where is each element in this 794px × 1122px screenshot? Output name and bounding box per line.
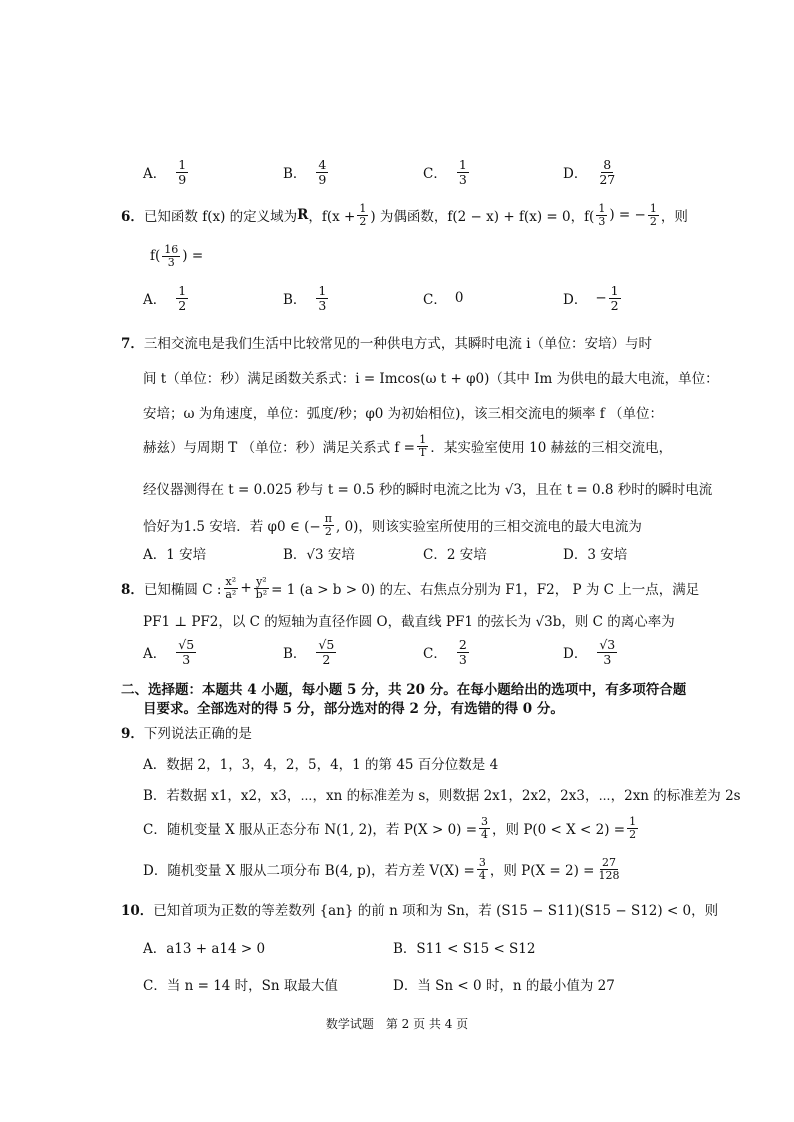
q10-option-b: B．S11 < S15 < S12: [393, 941, 536, 957]
q7-stem-line3: 安培；ω 为角速度，单位：弧度/秒；φ0 为初始相位)，该三相交流电的频率 f （单位：: [143, 406, 664, 422]
q7-stem-line1: 7．三相交流电是我们生活中比较常见的一种供电方式，其瞬时电流 i（单位：安培）与时: [121, 336, 653, 352]
fraction: $\frac{1}{2}$: [178, 283, 187, 313]
q7-stem-line6: 恰好为1.5 安培．若 φ0 ∈ (− $\frac{\pi}{2}$ , 0)，则该实验室所使用的三相交流电的最大电流为: [143, 511, 642, 538]
q9-option-b: B．若数据 x1，x2，x3，⋯，xn 的标准差为 s，则数据 2x1，2x2，2x3，⋯，2xn 的标准差为 2s: [143, 788, 741, 804]
q8-option-b: B． $\frac{√5}{2}$: [283, 637, 335, 667]
q5-option-d: D． $\frac{8}{27}$: [563, 157, 616, 187]
q7-option-d: D．3 安培: [563, 547, 628, 563]
q8-options: [143, 632, 734, 672]
fraction: $\frac{3}{4}$: [481, 814, 489, 841]
q8-option-a: A． $\frac{√5}{3}$: [143, 637, 195, 667]
fraction: $\frac{\text{x²}}{\text{a²}}$: [225, 574, 237, 601]
fraction: $\frac{27}{128}$: [598, 855, 620, 882]
q5-option-c: C． $\frac{1}{3}$: [423, 157, 467, 187]
fraction: $\frac{16}{3}$: [164, 242, 179, 269]
fraction: $\frac{1}{2}$: [359, 201, 367, 228]
q6-option-b: B． $\frac{1}{3}$: [283, 283, 327, 313]
fraction: $\frac{\text{y²}}{\text{b²}}$: [255, 574, 268, 601]
fraction: $\frac{1}{3}$: [318, 283, 327, 313]
q7-option-a: A．1 安培: [143, 547, 207, 563]
section-2-heading: 二、选择题：本题共 4 小题，每小题 5 分，共 20 分。在每小题给出的选项中，有多项符合题: [121, 682, 687, 698]
q7-stem-line4: 赫兹）与周期 T （单位：秒）满足关系式 f = $\frac{1}{T}$ ．某实验室使用 10 赫兹的三相交流电，: [143, 432, 673, 459]
fraction: $\frac{4}{9}$: [318, 157, 327, 187]
q6-stem-line2: f( $\frac{16}{3}$ ) =: [150, 242, 204, 269]
fraction: $\frac{\pi}{2}$: [324, 511, 332, 538]
fraction: $\frac{√3}{3}$: [599, 637, 616, 667]
fraction: $\frac{√5}{2}$: [318, 637, 335, 667]
fraction: $\frac{1}{3}$: [458, 157, 467, 187]
q6-stem: 6． 已知函数 f(x) 的定义域为 R ，f(x + $\frac{1}{2}$ ) 为偶函数，f(2 − x) + f(x) = 0，f( $\frac{1}{3}$ ) = − $\frac{1}{2}$ ，则: [121, 201, 688, 228]
q9-option-c: C．随机变量 X 服从正态分布 N(1, 2)，若 P(X > 0) = $\frac{3}{4}$ ，则 P(0 < X < 2) = $\frac{1}{2}$: [143, 814, 637, 841]
q10-stem: 10．已知首项为正数的等差数列 {an} 的前 n 项和为 Sn，若 (S15 − S11)(S15 − S12) < 0，则: [121, 903, 719, 919]
fraction: $\frac{√5}{3}$: [178, 637, 195, 667]
q5-options: [143, 152, 734, 192]
page-footer: 数学试题 第 2 页 共 4 页: [325, 1017, 469, 1031]
q7-option-c: C．2 安培: [423, 547, 487, 563]
q10-option-d: D．当 Sn < 0 时，n 的最小值为 27: [393, 978, 615, 994]
fraction: $\frac{8}{27}$: [599, 157, 616, 187]
q8-option-d: D． $\frac{√3}{3}$: [563, 637, 616, 667]
q9-option-a: A．数据 2，1，3，4，2，5，4，1 的第 45 百分位数是 4: [143, 757, 499, 773]
fraction: $\frac{2}{3}$: [458, 637, 467, 667]
q9-stem: 9．下列说法正确的是: [121, 726, 252, 742]
q6-option-c: C． 0: [423, 290, 464, 308]
q6-option-a: A． $\frac{1}{2}$: [143, 283, 187, 313]
q8-option-c: C． $\frac{2}{3}$: [423, 637, 467, 667]
q6-option-d: D． − $\frac{1}{2}$: [563, 283, 619, 313]
q8-stem-line1: 8． 已知椭圆 C : $\frac{\text{x²}}{\text{a²}}$ + $\frac{\text{y²}}{\text{b²}}$ = 1 (a > b > 0) 的左、右焦点分别为 F1，F2， P 为 C 上一点，满足: [121, 574, 700, 601]
q7-stem-line5: 经仪器测得在 t = 0.025 秒与 t = 0.5 秒的瞬时电流之比为 √3，且在 t = 0.8 秒时的瞬时电流: [143, 482, 713, 498]
q6-options: [143, 278, 734, 318]
q9-option-d: D．随机变量 X 服从二项分布 B(4, p)，若方差 V(X) = $\frac{3}{4}$ ，则 P(X = 2) = $\frac{27}{128}$: [143, 855, 620, 882]
fraction: $\frac{1}{T}$: [418, 432, 427, 459]
section-2-heading-line2: 目要求。全部选对的得 5 分，部分选对的得 2 分，有选错的得 0 分。: [143, 701, 564, 717]
q5-option-a: A． $\frac{1}{9}$: [143, 157, 187, 187]
fraction: $\frac{1}{2}$: [649, 201, 657, 228]
q10-option-a: A．a13 + a14 > 0: [143, 941, 266, 957]
fraction: $\frac{3}{4}$: [478, 855, 486, 882]
fraction: $\frac{1}{9}$: [178, 157, 187, 187]
q10-option-c: C．当 n = 14 时，Sn 取最大值: [143, 978, 338, 994]
q7-options: [143, 540, 734, 566]
q8-stem-line2: PF1 ⊥ PF2，以 C 的短轴为直径作圆 O，截直线 PF1 的弦长为 √3b，则 C 的离心率为: [143, 614, 675, 630]
fraction: $\frac{1}{2}$: [610, 283, 619, 313]
fraction: $\frac{1}{3}$: [598, 201, 606, 228]
q5-option-b: B． $\frac{4}{9}$: [283, 157, 327, 187]
fraction: $\frac{1}{2}$: [629, 814, 637, 841]
q7-option-b: B．√3 安培: [283, 547, 355, 563]
q7-stem-line2: 间 t（单位：秒）满足函数关系式：i = Imcos(ω t + φ0)（其中 Im 为供电的最大电流，单位：: [143, 371, 719, 387]
